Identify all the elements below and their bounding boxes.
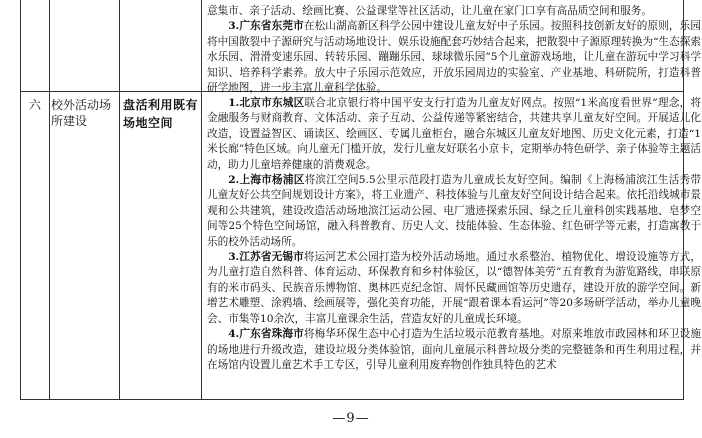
case-lead-zhuhai: 4.广东省珠海市: [228, 328, 304, 341]
row-number: 六: [28, 98, 41, 112]
continued-paragraph-dongguan: [207, 19, 701, 96]
page-number: —9—: [332, 411, 370, 426]
case-text-beijing: 联合北京银行将中国平安支行打造为儿童友好网点。按照“1米高度看世界”理念，将金融服务与财商教育、文体活动、亲子互动、公益传递等紧密结合，共建共享儿童友好空间。开展适儿化改造，设置益智区、诵读区、绘画区、专属儿童柜台，融合东城区儿童友好地图、历史文化元素，打造“1米长廊”特色区域。向儿童无门槛开放，发行儿童友好联名小京卡，定期举办特色研学、亲子体验等主题活动，助力儿童培养健康的消费观念。: [207, 97, 701, 171]
case-paragraph-beijing: [207, 96, 701, 173]
case-text-shanghai: 将滨江空间5.5公里示范段打造为儿童成长友好空间。编制《上海杨浦滨江生活秀带儿童友好公共空间规划设计方案》，将工业遗产、科技体验与儿童友好空间设计结合起来。依托沿线城市景观和公共建筑，建设改造活动场地滨江运动公园、电厂遗迹探索乐园、绿之丘儿童科创实践基地、皂梦空间等25个特色空间场馆，融入科普教育、历史人文、技能体验、生态体验、红色研学等元素，打造寓教于乐的校外活动场所。: [207, 174, 701, 248]
content-table: [20, 0, 701, 400]
case-lead-beijing: 1.北京市东城区: [228, 97, 305, 109]
project-name: 校外活动场所建设: [51, 98, 112, 128]
case-lead-dongguan: 3.广东省东莞市: [228, 20, 304, 33]
column-divider-project: [119, 0, 120, 399]
case-lead-shanghai: 2.上海市杨浦区: [228, 174, 305, 187]
case-description-cell: [207, 96, 701, 399]
case-text-dongguan: 在松山湖高新区科学公园中建设儿童友好中子乐园。按照科技创新友好的原则，乐园将中国散裂中子源研究与活动场地设计、娱乐设施配套巧妙结合起来，把散裂中子源原理转换为“生态探索水乐园、滑滑变速乐园、转转乐园、蹦蹦乐园、球球微乐园”5个儿童游戏场地，让儿童在游玩中学习科学知识、培养科学素养。放大中子乐园示范效应，开放乐园周边的实验室、产业基地、科研院所，打造科普研学地图，进一步丰富儿童科学体验。: [207, 20, 701, 95]
case-text-wuxi: 将运河艺术公园打造为校外活动场地。通过水系整治、植物优化、增设设施等方式，为儿童打造自然科普、体育运动、环保教育和乡村体验区，以“德智体美劳”五育教育为游览路线，串联原有的米市码头、民族音乐博物馆、奥林匹克纪念馆、周怀民藏画馆等历史遗存，建设开放的游学空间。新增艺术雕塑、涂鸦墙、绘画展等，强化美育功能，开展“跟着课本看运河”等20多场研学活动，举办儿童晚会、市集等10余次，丰富儿童课余生活，营造友好的儿童成长环境。: [207, 251, 701, 325]
case-paragraph-zhuhai: [207, 327, 701, 373]
column-divider-category: [201, 0, 202, 399]
case-text-zhuhai: 将梅华环保生态中心打造为生活垃圾示范教育基地。对原来堆放市政园林和环卫设施的场地进行升级改造，建设垃圾分类体验馆，面向儿童展示科普垃圾分类的完整链条和再生利用过程，并在场馆内设置儿童艺术手工专区，引导儿童利用废弃物创作独具特色的艺术: [207, 328, 701, 371]
category-name: 盘活利用既有场地空间: [123, 98, 199, 130]
case-lead-wuxi: 3.江苏省无锡市: [228, 251, 304, 264]
continued-paragraph-tail: 意集市、亲子活动、绘画比赛、公益课堂等社区活动，让儿童在家门口享有高品质空间和服务。: [207, 5, 652, 17]
continued-description-cell: [207, 4, 701, 96]
column-divider-number: [49, 0, 50, 399]
case-paragraph-shanghai: [207, 173, 701, 250]
case-paragraph-wuxi: [207, 250, 701, 327]
